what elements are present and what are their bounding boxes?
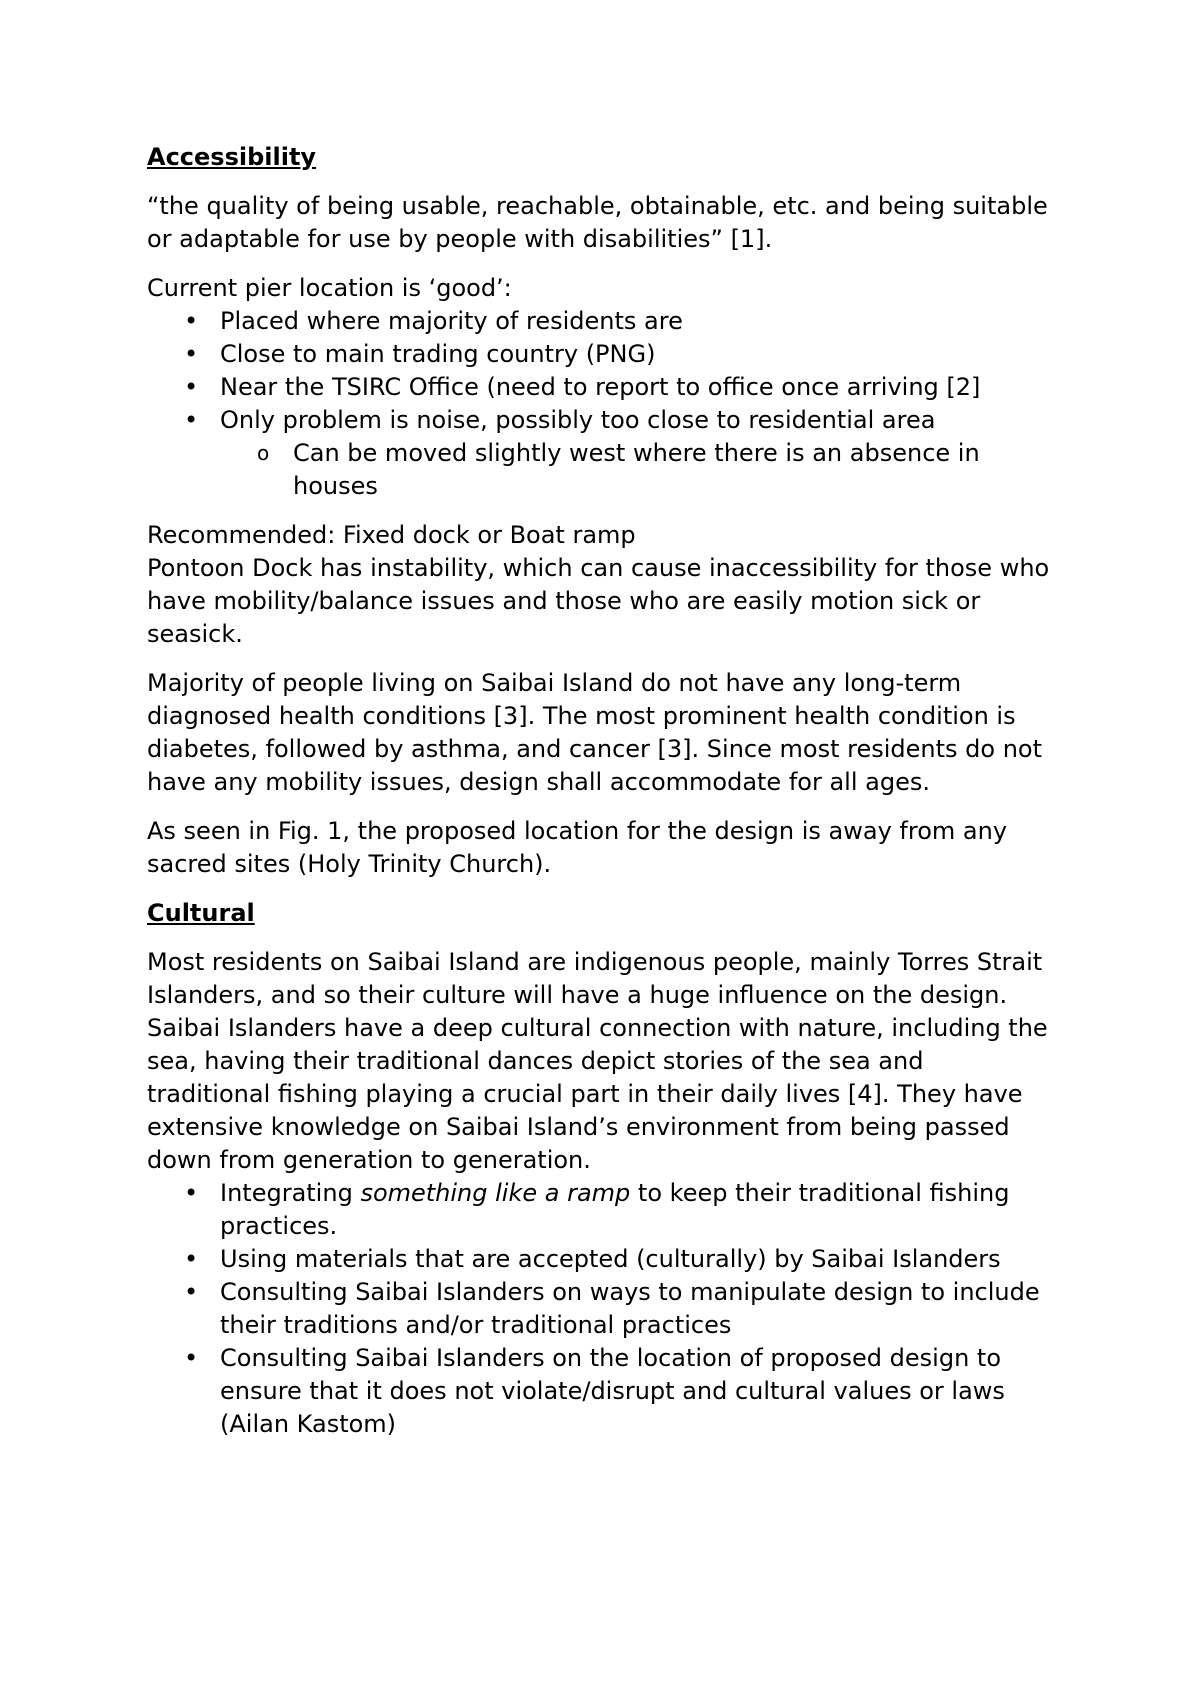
cultural-line: down from generation to generation. xyxy=(147,1146,591,1174)
list-item-text: Placed where majority of residents are xyxy=(220,307,683,335)
cultural-line: Islanders, and so their culture will have a huge influence on the design. xyxy=(147,981,1008,1009)
definition-line: “the quality of being usable, reachable, obtainable, etc. and being suitable xyxy=(147,192,1048,220)
health-line: have any mobility issues, design shall accommodate for all ages. xyxy=(147,768,930,796)
sub-list-item-text: Can be moved slightly west where there is an absence in xyxy=(293,439,980,467)
list-item xyxy=(147,338,1087,371)
list-item xyxy=(147,371,1087,404)
bullet-icon: • xyxy=(184,406,199,434)
pontoon-line: Pontoon Dock has instability, which can cause inaccessibility for those who xyxy=(147,554,1050,582)
pontoon-line: seasick. xyxy=(147,620,243,648)
list-item-text: ensure that it does not violate/disrupt and cultural values or laws xyxy=(220,1377,1005,1405)
list-item xyxy=(147,1243,1087,1276)
italic-text-run: something like a ramp xyxy=(360,1179,631,1207)
bullet-icon: • xyxy=(184,1344,199,1372)
list-item-text xyxy=(220,1177,1087,1210)
list-item-text: (Ailan Kastom) xyxy=(220,1410,397,1438)
pier-intro: Current pier location is ‘good’: xyxy=(147,274,512,302)
definition-line: or adaptable for use by people with disabilities” [1]. xyxy=(147,225,773,253)
text-run: to keep their traditional fishing xyxy=(630,1179,1010,1207)
location-line: As seen in Fig. 1, the proposed location for the design is away from any xyxy=(147,817,1008,845)
location-line: sacred sites (Holy Trinity Church). xyxy=(147,850,552,878)
cultural-line: traditional fishing playing a crucial part in their daily lives [4]. They have xyxy=(147,1080,1023,1108)
cultural-bullet-list xyxy=(147,1177,1087,1441)
list-item-text: Using materials that are accepted (culturally) by Saibai Islanders xyxy=(220,1245,1001,1273)
list-item-text: Only problem is noise, possibly too close to residential area xyxy=(220,406,936,434)
recommendation-paragraph xyxy=(147,519,1087,651)
bullet-icon: • xyxy=(184,307,199,335)
document-body xyxy=(147,141,1087,1441)
cultural-heading: Cultural xyxy=(147,899,255,927)
location-paragraph xyxy=(147,815,1087,881)
health-line: Majority of people living on Saibai Island do not have any long-term xyxy=(147,669,962,697)
recommended-line: Recommended: Fixed dock or Boat ramp xyxy=(147,521,636,549)
cultural-line: Saibai Islanders have a deep cultural connection with nature, including the xyxy=(147,1014,1048,1042)
list-item-text: Consulting Saibai Islanders on the location of proposed design to xyxy=(220,1344,1002,1372)
list-item xyxy=(147,1342,1087,1441)
list-item xyxy=(147,404,1087,437)
list-item-text: Consulting Saibai Islanders on ways to manipulate design to include xyxy=(220,1278,1040,1306)
bullet-icon: • xyxy=(184,1179,199,1207)
list-item-text: their traditions and/or traditional practices xyxy=(220,1311,732,1339)
health-line: diagnosed health conditions [3]. The most prominent health condition is xyxy=(147,702,1016,730)
definition-paragraph xyxy=(147,190,1087,256)
accessibility-heading: Accessibility xyxy=(147,143,317,171)
text-run: Integrating xyxy=(220,1179,361,1207)
cultural-paragraph xyxy=(147,946,1087,1177)
hollow-bullet-icon: o xyxy=(257,441,270,465)
bullet-icon: • xyxy=(184,340,199,368)
bullet-icon: • xyxy=(184,373,199,401)
list-item xyxy=(147,1276,1087,1342)
cultural-line: sea, having their traditional dances depict stories of the sea and xyxy=(147,1047,924,1075)
cultural-line: extensive knowledge on Saibai Island’s environment from being passed xyxy=(147,1113,1010,1141)
pier-bullet-list xyxy=(147,305,1087,503)
health-paragraph xyxy=(147,667,1087,799)
pontoon-line: have mobility/balance issues and those who are easily motion sick or xyxy=(147,587,981,615)
cultural-line: Most residents on Saibai Island are indigenous people, mainly Torres Strait xyxy=(147,948,1043,976)
list-item-text: Close to main trading country (PNG) xyxy=(220,340,656,368)
bullet-icon: • xyxy=(184,1245,199,1273)
sub-list-item xyxy=(147,437,1087,503)
list-item xyxy=(147,305,1087,338)
bullet-icon: • xyxy=(184,1278,199,1306)
list-item xyxy=(147,1177,1087,1243)
sub-list-item-text: houses xyxy=(293,472,378,500)
list-item-text: practices. xyxy=(220,1212,338,1240)
health-line: diabetes, followed by asthma, and cancer [3]. Since most residents do not xyxy=(147,735,1042,763)
list-item-text: Near the TSIRC Office (need to report to office once arriving [2] xyxy=(220,373,981,401)
